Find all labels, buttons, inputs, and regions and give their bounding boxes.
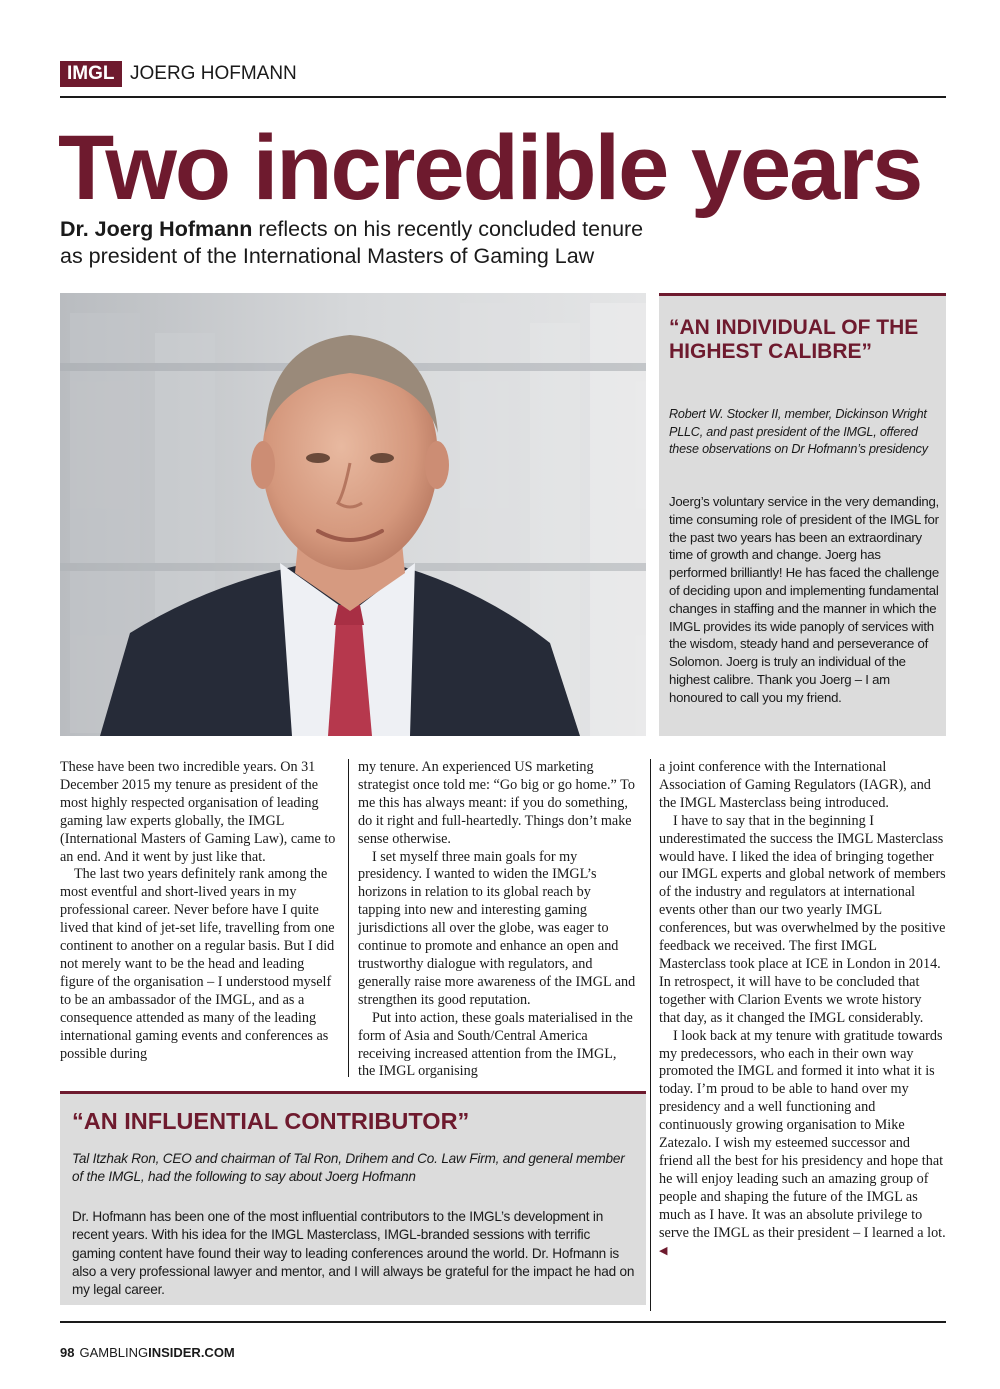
paragraph: I set myself three main goals for my presidency. I wanted to widen the IMGL’s horizons in relation to its global reach by tapping into new and interesting gaming jurisdictions all over the globe, was eager to continue to promote and enhance an open and trustworthy dialogue with regulators, and generally raise more awareness of the IMGL and strengthen its good reputation.: [358, 848, 636, 1008]
column-divider: [348, 759, 349, 1077]
column-divider: [650, 759, 651, 1311]
paragraph: [659, 1028, 946, 1262]
body-column-3: [659, 759, 946, 1261]
end-mark-icon: ◀: [659, 1245, 668, 1258]
paragraph: I have to say that in the beginning I underestimated the success the IMGL Masterclass would have. I liked the idea of bringing together our IMGL experts and global network of members of the industry and regulators at international events other than our two yearly IMGL conferences, but was overwhelmed by the positive feedback we received. The first IMGL Masterclass took place at ICE in London in 2014. In retrospect, it will have to be concluded that together with Clarion Events we wrote history that day, as it changed the IMGL considerably.: [659, 812, 946, 1026]
body-column-1: [60, 759, 336, 1063]
paragraph: my tenure. An experienced US marketing strategist once told me: “Go big or go home.” To me this has always meant: if you do something, do it right and full-heartedly. Things don’t make sense otherwise.: [358, 759, 635, 847]
page-footer: [60, 1345, 235, 1360]
sidebar-attribution: Robert W. Stocker II, member, Dickinson Wright PLLC, and past president of the IMGL, offered these observations on Dr Hofmann’s presidency: [669, 407, 928, 456]
page-header: [60, 58, 946, 98]
standfirst-name: Dr. Joerg Hofmann: [60, 217, 253, 241]
sidebar-quote-text: Joerg’s voluntary service in the very demanding, time consuming role of president of the IMGL for the past two years has been an extraordinary time of growth and change. Joerg has performed brilliantly! He has faced the challenge of deciding upon and implementing fundamental changes in staffing and the manner in which the IMGL provides its wide panoply of services with the wisdom, steady hand and perseverance of Solomon. Joerg is truly an individual of the highest calibre. Thank you Joerg – I am honoured to call you my friend.: [669, 494, 939, 705]
standfirst-line-2: as president of the International Masters of Gaming Law: [60, 244, 595, 268]
paragraph: a joint conference with the International Association of Gaming Regulators (IAGR), and the IMGL Masterclass being introduced.: [659, 759, 931, 811]
footer-rule: [60, 1321, 946, 1323]
site-name-light: GAMBLING: [79, 1345, 149, 1360]
closing-text: I look back at my tenure with gratitude towards my predecessors, who each in their own way promoted the IMGL and formed it into what it is today. I’m proud to be able to hand over my presidency and a well functioning and continuously growing organisation to Mike Zatezalo. I wish my esteemed successor and friend all the best for his presidency and hope that he will enjoy leading such an amazing group of people and shaping the future of the IMGL as much as I have. It was an absolute privilege to serve the IMGL as their president – I learned a lot.: [659, 1027, 946, 1241]
author-tag: JOERG HOFMANN: [130, 63, 297, 84]
paragraph: Put into action, these goals materialised in the form of Asia and South/Central America receiving increased attention from the IMGL, the IMGL organising: [358, 1009, 633, 1080]
portrait-illustration: [60, 293, 646, 736]
page-number: 98: [60, 1345, 75, 1360]
sidebar-quote-box: [659, 293, 946, 736]
bottom-quote-title: “AN INFLUENTIAL CONTRIBUTOR”: [72, 1108, 470, 1134]
section-tag: IMGL: [60, 61, 122, 87]
bottom-quote-text: Dr. Hofmann has been one of the most influential contributors to the IMGL’s development in recent years. With his idea for the IMGL Masterclass, IMGL-branded sessions with terrific gaming content have found their way to leading conferences around the world. Dr. Hofmann is also a very professional lawyer and mentor, and I will always be grateful for the impact he had on my legal career.: [72, 1209, 635, 1298]
sidebar-quote-title: “AN INDIVIDUAL OF THE HIGHEST CALIBRE”: [669, 316, 919, 363]
site-name-bold: INSIDER.COM: [148, 1345, 235, 1360]
paragraph: The last two years definitely rank among the most eventful and short-lived years in my professional career. Never before have I quite lived that kind of jet-set life, travelling from one continent to another on a regular basis. But I did not merely want to be the head and leading figure of the organisation – I understood myself to be an ambassador of the IMGL, and as a consequence attended as many of the leading international gaming events and conferences as possible during: [60, 866, 335, 1062]
portrait-photo: [60, 293, 646, 736]
bottom-quote-box: [60, 1091, 646, 1305]
body-column-2: [358, 759, 636, 1081]
paragraph: These have been two incredible years. On 31 December 2015 my tenure as president of the most highly respected organisation of leading gaming law experts globally, the IMGL (International Masters of Gaming Law), came to an end. And it went by just like that.: [60, 759, 336, 865]
standfirst-line-1: reflects on his recently concluded tenure: [252, 217, 644, 241]
standfirst: [60, 216, 760, 270]
bottom-attribution: Tal Itzhak Ron, CEO and chairman of Tal Ron, Drihem and Co. Law Firm, and general member of the IMGL, had the following to say about Joerg Hofmann: [72, 1151, 625, 1185]
headline: Two incredible years: [58, 117, 922, 219]
